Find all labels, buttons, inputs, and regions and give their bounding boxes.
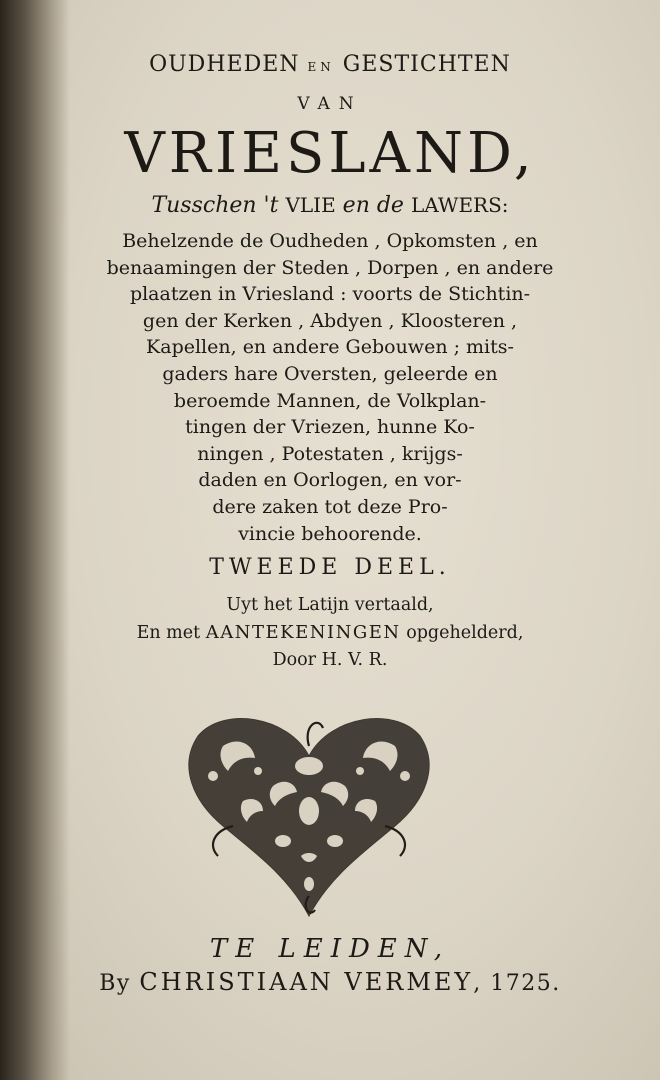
annotations-line: En met AANTEKENINGEN opgehelderd,	[136, 622, 524, 643]
floral-heart-ornament-icon	[183, 706, 435, 920]
description-paragraph	[70, 228, 590, 547]
description-line: dere zaken tot deze Pro-	[212, 495, 448, 518]
description-line: benaamingen der Steden , Dorpen , en andere	[106, 256, 554, 279]
translation-note	[70, 592, 590, 674]
description-line: ningen , Potestaten , krijgs-	[197, 442, 463, 465]
translated-from-latin: Uyt het Latijn vertaald,	[226, 595, 434, 615]
description-line: daden en Oorlogen, en vor-	[198, 469, 462, 492]
main-title: VRIESLAND,	[124, 121, 536, 186]
description-line: Behelzende de Oudheden , Opkomsten , en	[122, 230, 538, 252]
description-line: gen der Kerken , Abdyen , Kloosteren ,	[142, 309, 518, 332]
description-line: beroemde Mannen, de Volkplan-	[173, 389, 487, 412]
subtitle: Tusschen 't VLIE en de LAWERS:	[151, 193, 509, 218]
title-line-1: OUDHEDEN EN GESTICHTEN	[149, 52, 511, 77]
title-line-2: VAN	[297, 94, 363, 114]
description-line: plaatzen in Vriesland : voorts de Stichtin-	[129, 283, 531, 306]
description-line: tingen der Vriezen, hunne Ko-	[185, 416, 475, 439]
publisher-imprint: By CHRISTIAAN VERMEY, 1725.	[99, 968, 561, 996]
place-of-publication: TE LEIDEN,	[209, 934, 451, 964]
description-line: vincie behoorende.	[238, 522, 422, 545]
description-line: Kapellen, en andere Gebouwen ; mits-	[146, 336, 514, 359]
volume-label: TWEEDE DEEL.	[209, 555, 451, 580]
description-line: gaders hare Oversten, geleerde en	[162, 362, 498, 385]
binding-gutter-shadow	[0, 0, 70, 1080]
author-initials: Door H. V. R.	[272, 650, 388, 670]
